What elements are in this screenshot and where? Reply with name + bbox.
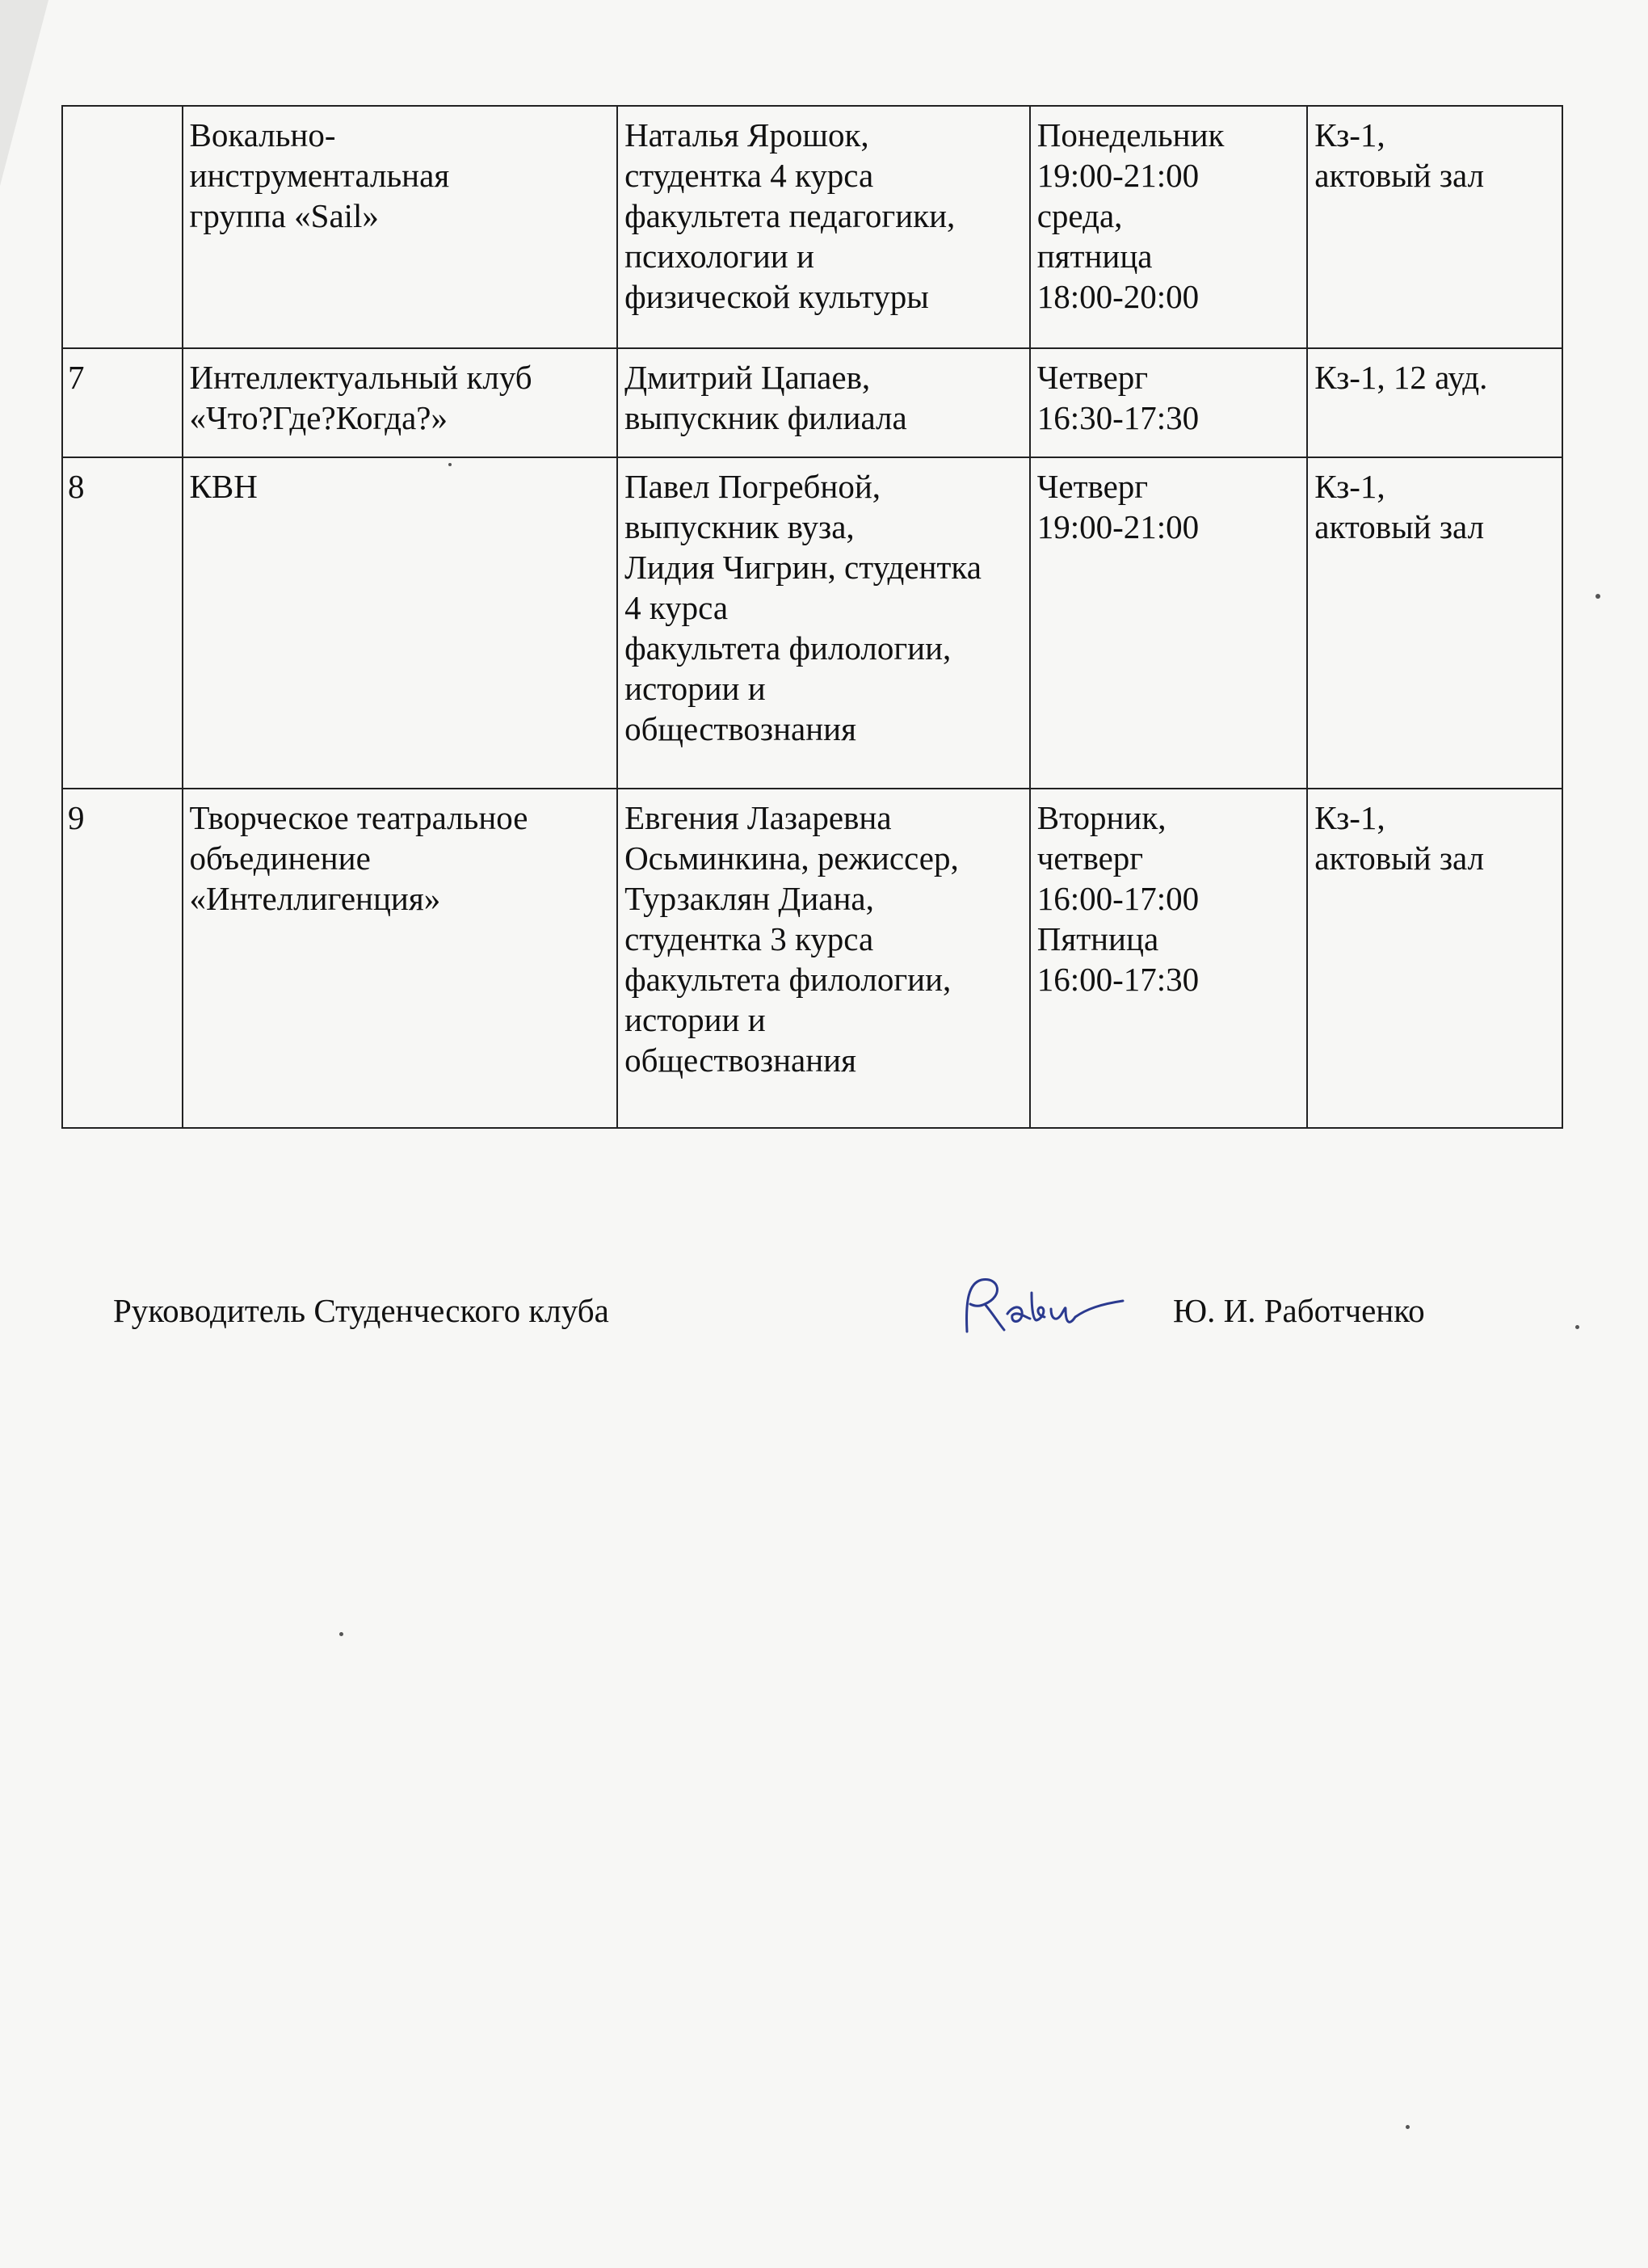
club-leader: Дмитрий Цапаев, выпускник филиала — [617, 348, 1030, 457]
club-place: Кз-1, актовый зал — [1307, 106, 1562, 348]
table-row — [62, 348, 1562, 457]
scan-speck — [1406, 2125, 1410, 2129]
signature-block — [0, 1277, 1648, 1349]
club-schedule-table — [61, 105, 1563, 1129]
table-row — [62, 789, 1562, 1128]
club-schedule-time: Четверг 16:30-17:30 — [1030, 348, 1308, 457]
scan-speck — [1595, 594, 1600, 599]
row-number: 8 — [62, 457, 183, 789]
scan-speck — [339, 1632, 343, 1636]
club-name: Вокально- инструментальная группа «Sail» — [183, 106, 618, 348]
club-schedule-time: Вторник, четверг 16:00-17:00 Пятница 16:00-17:30 — [1030, 789, 1308, 1128]
club-place: Кз-1, актовый зал — [1307, 789, 1562, 1128]
club-leader: Павел Погребной, выпускник вуза, Лидия Чигрин, студентка 4 курса факультета филологии, истории и обществознания — [617, 457, 1030, 789]
club-leader: Наталья Ярошок, студентка 4 курса факультета педагогики, психологии и физической культуры — [617, 106, 1030, 348]
row-number: 9 — [62, 789, 183, 1128]
club-schedule-time: Понедельник 19:00-21:00 среда, пятница 18:00-20:00 — [1030, 106, 1308, 348]
club-place: Кз-1, 12 ауд. — [1307, 348, 1562, 457]
page-corner-fold — [0, 0, 48, 186]
scan-speck — [1575, 1325, 1579, 1329]
club-name: Интеллектуальный клуб «Что?Где?Когда?» — [183, 348, 618, 457]
row-number: 7 — [62, 348, 183, 457]
scan-speck — [448, 463, 452, 466]
handwritten-signature — [957, 1269, 1131, 1345]
signatory-position: Руководитель Студенческого клуба — [113, 1292, 609, 1329]
signatory-name: Ю. И. Работченко — [1173, 1292, 1425, 1329]
row-number — [62, 106, 183, 348]
club-schedule-time: Четверг 19:00-21:00 — [1030, 457, 1308, 789]
table-row — [62, 106, 1562, 348]
club-name: Творческое театральное объединение «Интеллигенция» — [183, 789, 618, 1128]
club-name: КВН — [183, 457, 618, 789]
club-place: Кз-1, актовый зал — [1307, 457, 1562, 789]
table-row — [62, 457, 1562, 789]
club-leader: Евгения Лазаревна Осьминкина, режиссер, Турзаклян Диана, студентка 3 курса факультета филологии, истории и обществознания — [617, 789, 1030, 1128]
